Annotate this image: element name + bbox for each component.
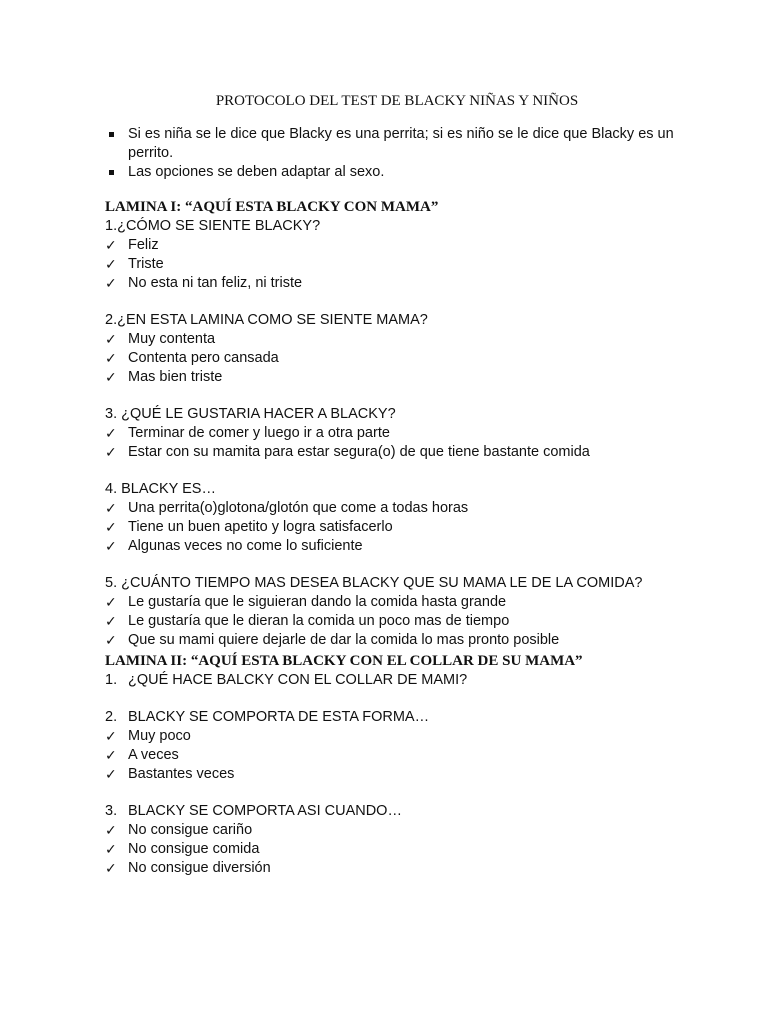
option-text: Que su mami quiere dejarle de dar la comida lo mas pronto posible (128, 632, 560, 648)
option-item (105, 821, 705, 840)
question-text: ¿QUÉ HACE BALCKY CON EL COLLAR DE MAMI? (128, 672, 468, 688)
question-number: 2. (105, 312, 118, 328)
question (105, 405, 705, 424)
checkmark-icon: ✓ (105, 369, 117, 385)
option-item (105, 274, 705, 293)
question (105, 574, 705, 593)
option-item (105, 236, 705, 255)
document-page (105, 92, 705, 878)
question (105, 708, 705, 727)
option-item (105, 765, 705, 784)
checkmark-icon: ✓ (105, 519, 117, 535)
checkmark-icon: ✓ (105, 841, 117, 857)
checkmark-icon: ✓ (105, 500, 117, 516)
option-text: No consigue comida (128, 841, 260, 857)
intro-bullet-text: Las opciones se deben adaptar al sexo. (128, 164, 385, 180)
question-text: ¿CUÁNTO TIEMPO MAS DESEA BLACKY QUE SU MAMA LE DE LA COMIDA? (121, 575, 643, 591)
spacer (105, 293, 705, 311)
question-text: BLACKY SE COMPORTA DE ESTA FORMA… (128, 709, 430, 725)
option-text: No esta ni tan feliz, ni triste (128, 275, 303, 291)
option-list (105, 424, 705, 462)
checkmark-icon: ✓ (105, 444, 117, 460)
question-text: ¿CÓMO SE SIENTE BLACKY? (117, 218, 321, 234)
question-number: 5. (105, 575, 122, 591)
option-list (105, 727, 705, 784)
option-text: A veces (128, 747, 179, 763)
checkmark-icon: ✓ (105, 613, 117, 629)
section-title-lamina-2: LAMINA II: “AQUÍ ESTA BLACKY CON EL COLLAR DE SU MAMA” (105, 653, 583, 669)
option-text: Mas bien triste (128, 369, 223, 385)
option-list (105, 821, 705, 878)
checkmark-icon: ✓ (105, 860, 117, 876)
document-title: PROTOCOLO DEL TEST DE BLACKY NIÑAS Y NIÑOS (215, 93, 579, 109)
option-text: Terminar de comer y luego ir a otra parte (128, 425, 390, 441)
option-item (105, 518, 705, 537)
question-number: 3. (105, 803, 118, 819)
option-text: Contenta pero cansada (128, 350, 279, 366)
question-number: 1. (105, 218, 118, 234)
intro-bullet-text: Si es niña se le dice que Blacky es una perrita; si es niño se le dice que Blacky es un perrito. (128, 126, 674, 161)
checkmark-icon: ✓ (105, 728, 117, 744)
checkmark-icon: ✓ (105, 425, 117, 441)
checkmark-icon: ✓ (105, 237, 117, 253)
option-text: Bastantes veces (128, 766, 235, 782)
question (105, 217, 705, 236)
checkmark-icon: ✓ (105, 256, 117, 272)
option-list (105, 330, 705, 387)
option-item (105, 368, 705, 387)
option-item (105, 537, 705, 556)
option-text: Muy contenta (128, 331, 216, 347)
spacer (105, 690, 705, 708)
option-text: No consigue diversión (128, 860, 271, 876)
spacer (105, 784, 705, 802)
option-item (105, 330, 705, 349)
option-item (105, 593, 705, 612)
checkmark-icon: ✓ (105, 538, 117, 554)
option-list (105, 236, 705, 293)
option-text: Tiene un buen apetito y logra satisfacerlo (128, 519, 393, 535)
spacer (105, 556, 705, 574)
option-item (105, 424, 705, 443)
option-text: Una perrita(o)glotona/glotón que come a todas horas (128, 500, 469, 516)
question (105, 480, 705, 499)
option-text: Le gustaría que le dieran la comida un poco mas de tiempo (128, 613, 510, 629)
question-text: ¿QUÉ LE GUSTARIA HACER A BLACKY? (121, 406, 396, 422)
checkmark-icon: ✓ (105, 275, 117, 291)
square-bullet-icon (109, 170, 114, 175)
option-item (105, 859, 705, 878)
intro-bullet-list (105, 125, 705, 182)
spacer (105, 387, 705, 405)
option-item (105, 631, 705, 650)
option-text: No consigue cariño (128, 822, 253, 838)
spacer (105, 462, 705, 480)
option-list (105, 593, 705, 650)
question-text: BLACKY ES… (121, 481, 216, 497)
checkmark-icon: ✓ (105, 331, 117, 347)
section-title-lamina-1: LAMINA I: “AQUÍ ESTA BLACKY CON MAMA” (105, 199, 439, 215)
option-item (105, 612, 705, 631)
option-item (105, 840, 705, 859)
question (105, 671, 705, 690)
intro-bullet (105, 163, 705, 182)
checkmark-icon: ✓ (105, 594, 117, 610)
square-bullet-icon (109, 132, 114, 137)
option-item (105, 727, 705, 746)
option-item (105, 499, 705, 518)
question-text: BLACKY SE COMPORTA ASI CUANDO… (128, 803, 402, 819)
checkmark-icon: ✓ (105, 822, 117, 838)
checkmark-icon: ✓ (105, 350, 117, 366)
question (105, 311, 705, 330)
option-text: Feliz (128, 237, 159, 253)
question-number: 2. (105, 709, 118, 725)
option-item (105, 443, 705, 462)
option-list (105, 499, 705, 556)
checkmark-icon: ✓ (105, 632, 117, 648)
option-item (105, 746, 705, 765)
option-text: Estar con su mamita para estar segura(o) de que tiene bastante comida (128, 444, 590, 460)
intro-bullet (105, 125, 705, 163)
option-item (105, 349, 705, 368)
option-text: Le gustaría que le siguieran dando la comida hasta grande (128, 594, 507, 610)
option-text: Triste (128, 256, 164, 272)
option-item (105, 255, 705, 274)
question-number: 3. (105, 406, 122, 422)
question-number: 4. (105, 481, 122, 497)
option-text: Algunas veces no come lo suficiente (128, 538, 363, 554)
checkmark-icon: ✓ (105, 747, 117, 763)
question (105, 802, 705, 821)
checkmark-icon: ✓ (105, 766, 117, 782)
question-text: ¿EN ESTA LAMINA COMO SE SIENTE MAMA? (117, 312, 428, 328)
option-text: Muy poco (128, 728, 191, 744)
question-number: 1. (105, 672, 118, 688)
